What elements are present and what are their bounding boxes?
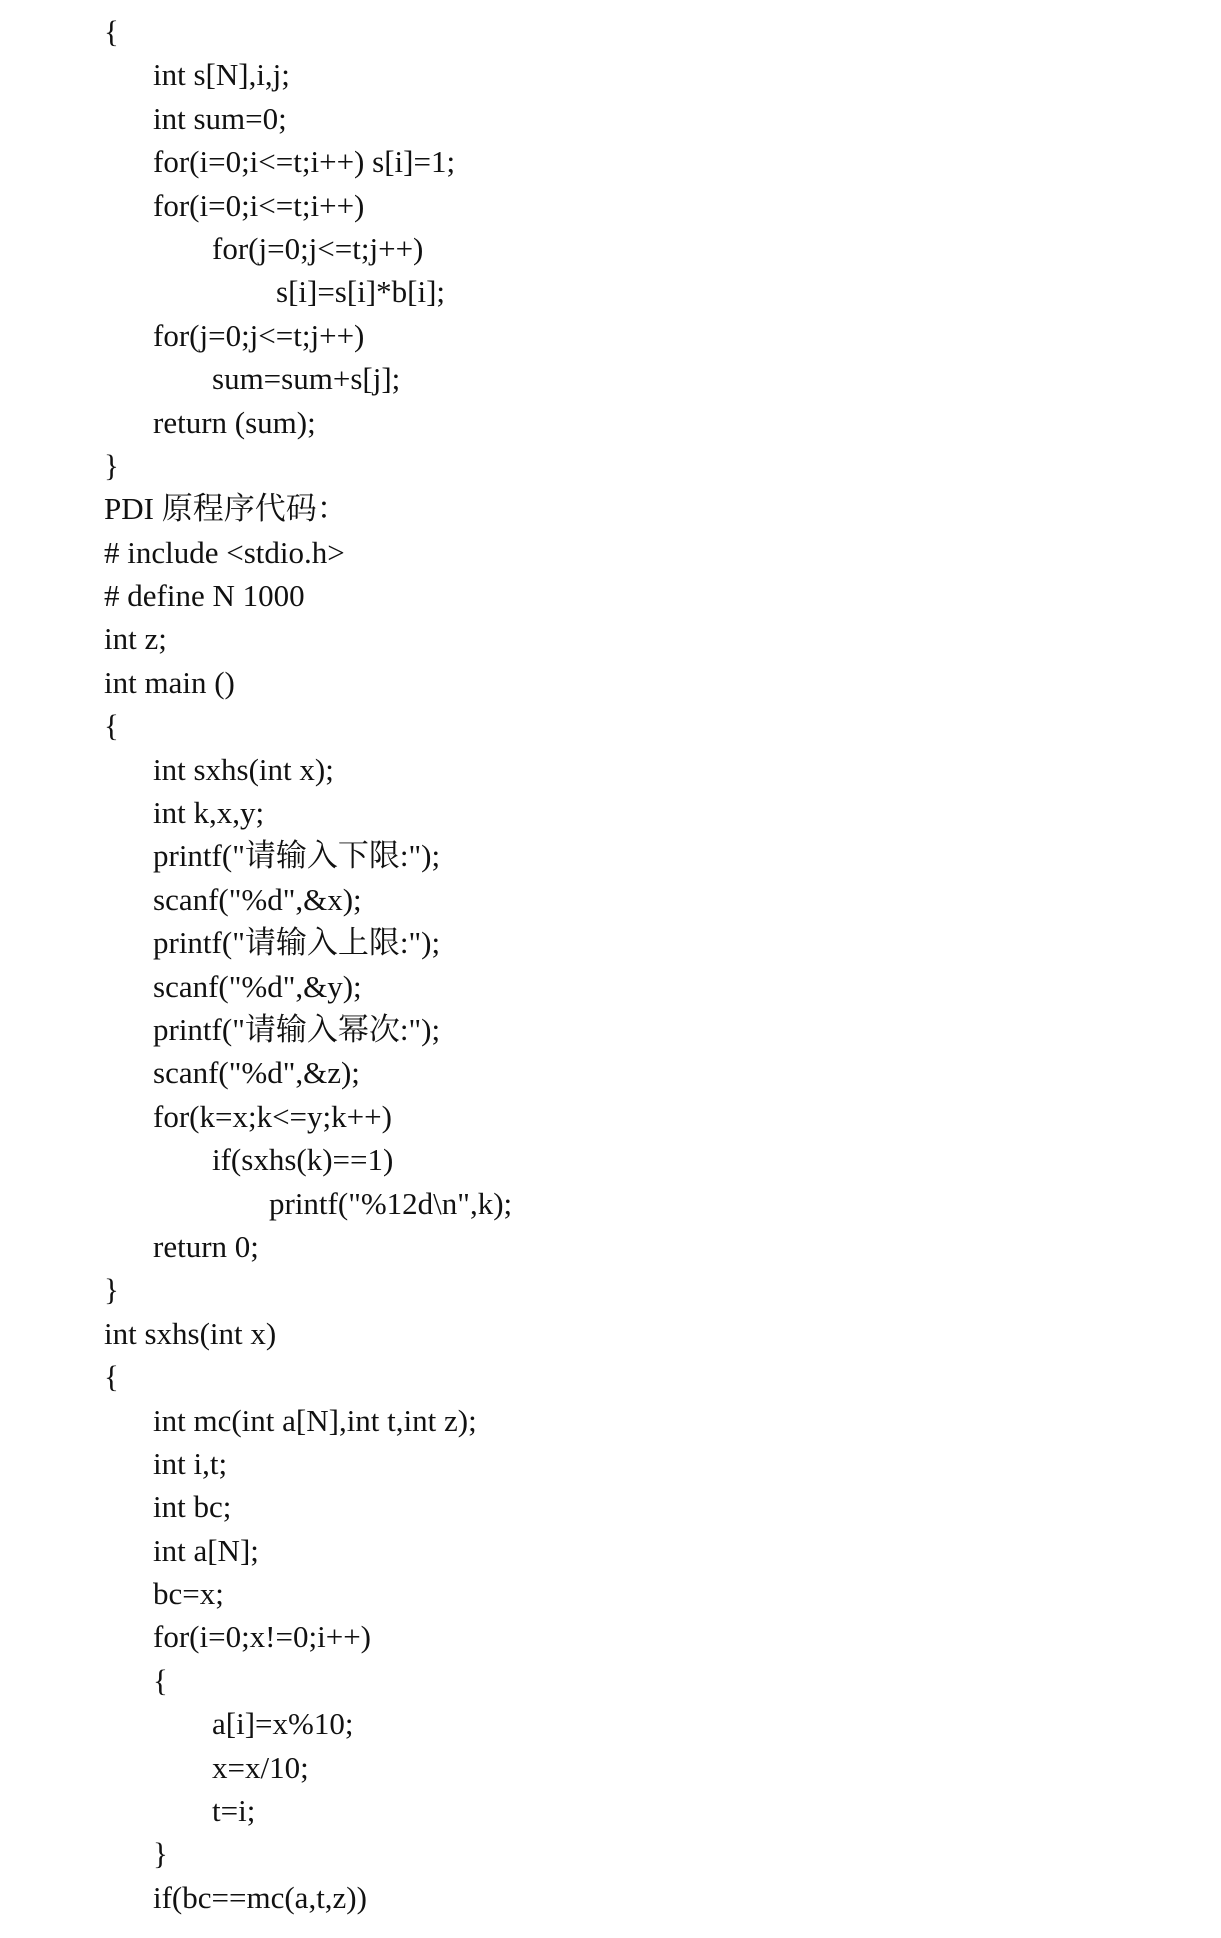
- code-line: scanf("%d",&z);: [153, 1055, 360, 1091]
- code-line: s[i]=s[i]*b[i];: [276, 274, 446, 310]
- code-line: t=i;: [212, 1793, 256, 1829]
- code-line: scanf("%d",&y);: [153, 968, 362, 1004]
- code-line: }: [153, 1836, 168, 1872]
- code-line: int bc;: [153, 1489, 232, 1525]
- code-line: printf("%12d\n",k);: [269, 1185, 513, 1221]
- code-line: int i,t;: [153, 1445, 228, 1481]
- code-line: }: [104, 447, 119, 483]
- code-line: if(sxhs(k)==1): [212, 1142, 394, 1178]
- code-line: int sum=0;: [153, 100, 287, 136]
- code-line: {: [153, 1662, 168, 1698]
- code-line: int a[N];: [153, 1532, 259, 1568]
- code-line: {: [104, 708, 119, 744]
- code-line: bc=x;: [153, 1576, 224, 1612]
- code-line: {: [104, 14, 119, 49]
- code-line: for(j=0;j<=t;j++): [153, 317, 365, 353]
- code-line: # include <stdio.h>: [104, 534, 345, 570]
- code-line: if(bc==mc(a,t,z)): [153, 1879, 367, 1915]
- code-line: sum=sum+s[j];: [212, 361, 401, 397]
- code-line: return (sum);: [153, 404, 316, 440]
- code-line: for(i=0;i<=t;i++): [153, 187, 365, 223]
- code-line: x=x/10;: [212, 1749, 309, 1785]
- code-line: }: [104, 1272, 119, 1308]
- code-line: for(j=0;j<=t;j++): [212, 230, 424, 266]
- code-line: for(k=x;k<=y;k++): [153, 1098, 392, 1134]
- section-heading: PDI 原程序代码：: [104, 491, 348, 527]
- code-line: printf("请输入下限:");: [153, 838, 441, 874]
- code-line: scanf("%d",&x);: [153, 881, 362, 917]
- code-line: for(i=0;i<=t;i++) s[i]=1;: [153, 144, 456, 180]
- code-line: for(i=0;x!=0;i++): [153, 1619, 371, 1655]
- code-line: {: [104, 1359, 119, 1395]
- code-line: a[i]=x%10;: [212, 1706, 354, 1742]
- code-line: int k,x,y;: [153, 795, 265, 831]
- code-line: printf("请输入上限:");: [153, 925, 441, 961]
- code-line: int z;: [104, 621, 167, 657]
- code-line: return 0;: [153, 1228, 259, 1264]
- code-line: int mc(int a[N],int t,int z);: [153, 1402, 477, 1438]
- code-line: int sxhs(int x);: [153, 751, 334, 787]
- code-line: int s[N],i,j;: [153, 57, 290, 93]
- code-line: int sxhs(int x): [104, 1315, 277, 1351]
- code-line: printf("请输入幂次:");: [153, 1011, 441, 1047]
- code-line: # define N 1000: [104, 578, 305, 614]
- code-line: int main (): [104, 664, 235, 700]
- code-listing: [104, 10, 512, 1919]
